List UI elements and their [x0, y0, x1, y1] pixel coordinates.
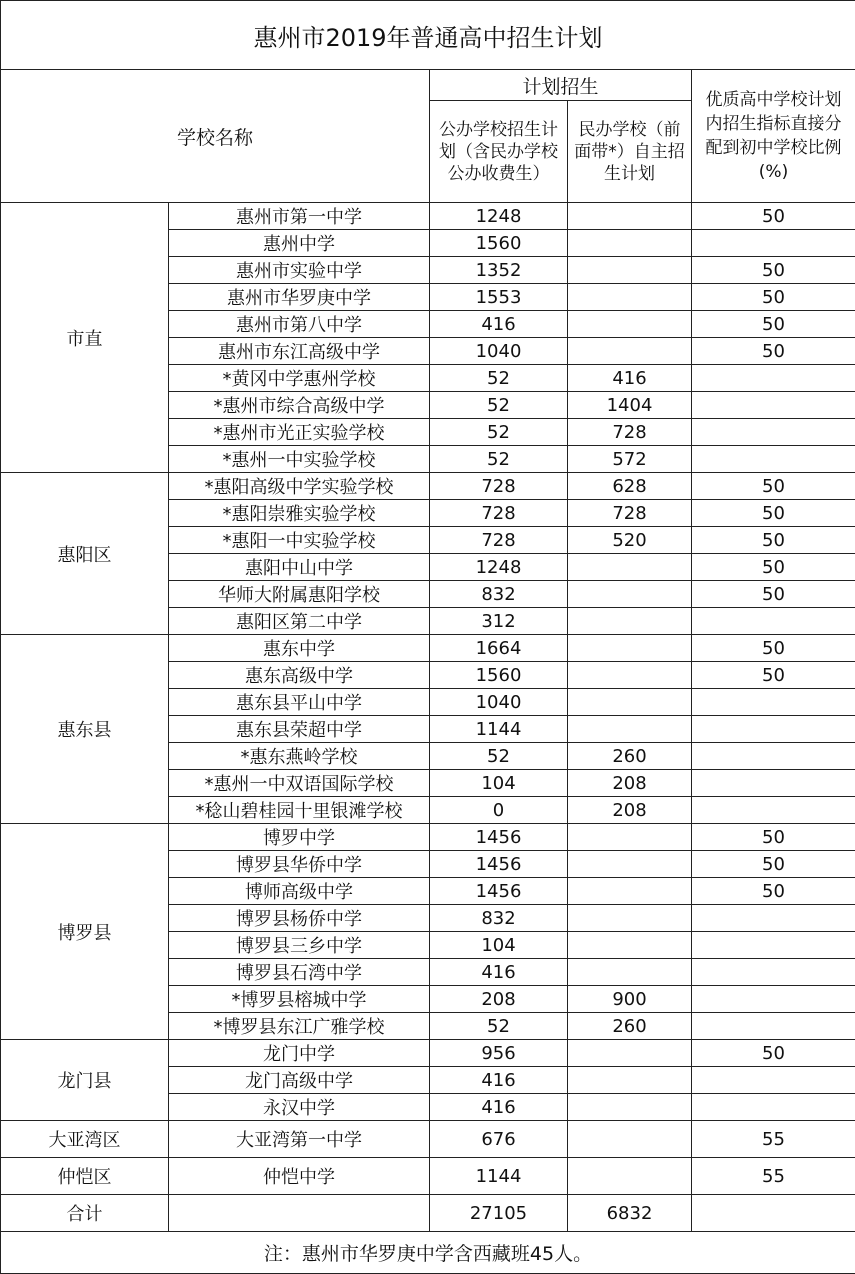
school-name: 龙门中学 — [169, 1040, 430, 1067]
public-plan-value: 1144 — [430, 716, 568, 743]
ratio-value — [692, 716, 855, 743]
school-name: 博罗县杨侨中学 — [169, 905, 430, 932]
private-plan-value — [568, 1067, 692, 1094]
school-name: 惠州市实验中学 — [169, 257, 430, 284]
ratio-value: 50 — [692, 581, 855, 608]
public-plan-value: 1352 — [430, 257, 568, 284]
public-plan-value: 1560 — [430, 662, 568, 689]
private-plan-value: 520 — [568, 527, 692, 554]
header-ratio: 优质高中学校计划内招生指标直接分配到初中学校比例(%) — [692, 70, 855, 203]
ratio-value: 50 — [692, 338, 855, 365]
school-name: *惠州一中实验学校 — [169, 446, 430, 473]
total-ratio — [692, 1195, 855, 1232]
private-plan-value: 728 — [568, 500, 692, 527]
school-name: 大亚湾第一中学 — [169, 1121, 430, 1158]
private-plan-value — [568, 608, 692, 635]
ratio-value: 50 — [692, 527, 855, 554]
private-plan-value — [568, 554, 692, 581]
ratio-value — [692, 608, 855, 635]
private-plan-value: 208 — [568, 797, 692, 824]
private-plan-value: 1404 — [568, 392, 692, 419]
ratio-value — [692, 365, 855, 392]
private-plan-value: 572 — [568, 446, 692, 473]
public-plan-value: 208 — [430, 986, 568, 1013]
ratio-value — [692, 959, 855, 986]
private-plan-value — [568, 1121, 692, 1158]
private-plan-value: 728 — [568, 419, 692, 446]
public-plan-value: 416 — [430, 1067, 568, 1094]
public-plan-value: 416 — [430, 1094, 568, 1121]
note-row — [1, 1232, 855, 1274]
table-row — [1, 635, 855, 662]
ratio-value — [692, 446, 855, 473]
school-name: 惠阳中山中学 — [169, 554, 430, 581]
private-plan-value — [568, 932, 692, 959]
district-name: 市直 — [1, 203, 169, 473]
public-plan-value: 1144 — [430, 1158, 568, 1195]
ratio-value: 50 — [692, 284, 855, 311]
ratio-value — [692, 1013, 855, 1040]
ratio-value — [692, 770, 855, 797]
school-name: *博罗县东江广雅学校 — [169, 1013, 430, 1040]
private-plan-value — [568, 905, 692, 932]
private-plan-value — [568, 662, 692, 689]
total-label: 合计 — [1, 1195, 169, 1232]
school-name: *惠阳崇雅实验学校 — [169, 500, 430, 527]
school-name: 仲恺中学 — [169, 1158, 430, 1195]
table-row — [1, 203, 855, 230]
public-plan-value: 1456 — [430, 824, 568, 851]
private-plan-value — [568, 689, 692, 716]
ratio-value — [692, 1094, 855, 1121]
private-plan-value — [568, 716, 692, 743]
public-plan-value: 104 — [430, 932, 568, 959]
total-private: 6832 — [568, 1195, 692, 1232]
school-name: 惠东县荣超中学 — [169, 716, 430, 743]
private-plan-value — [568, 284, 692, 311]
footnote: 注：惠州市华罗庚中学含西藏班45人。 — [1, 1232, 855, 1274]
school-name: 博罗县华侨中学 — [169, 851, 430, 878]
ratio-value: 55 — [692, 1158, 855, 1195]
public-plan-value: 832 — [430, 905, 568, 932]
school-name: *黄冈中学惠州学校 — [169, 365, 430, 392]
public-plan-value: 1248 — [430, 554, 568, 581]
school-name: 博罗县三乡中学 — [169, 932, 430, 959]
school-name: 华师大附属惠阳学校 — [169, 581, 430, 608]
ratio-value — [692, 1067, 855, 1094]
school-name: *惠东燕岭学校 — [169, 743, 430, 770]
private-plan-value — [568, 203, 692, 230]
district-name: 大亚湾区 — [1, 1121, 169, 1158]
ratio-value: 50 — [692, 635, 855, 662]
district-name: 惠东县 — [1, 635, 169, 824]
total-blank — [169, 1195, 430, 1232]
public-plan-value: 52 — [430, 419, 568, 446]
total-row — [1, 1195, 855, 1232]
ratio-value — [692, 905, 855, 932]
ratio-value: 50 — [692, 473, 855, 500]
table-row — [1, 1121, 855, 1158]
private-plan-value — [568, 824, 692, 851]
ratio-value — [692, 932, 855, 959]
ratio-value: 50 — [692, 1040, 855, 1067]
school-name: 惠东高级中学 — [169, 662, 430, 689]
district-name: 博罗县 — [1, 824, 169, 1040]
ratio-value — [692, 392, 855, 419]
header-plan-group: 计划招生 — [430, 70, 692, 101]
ratio-value: 50 — [692, 824, 855, 851]
school-name: 惠州市东江高级中学 — [169, 338, 430, 365]
school-name: *惠州市光正实验学校 — [169, 419, 430, 446]
school-name: 惠州中学 — [169, 230, 430, 257]
private-plan-value: 628 — [568, 473, 692, 500]
ratio-value: 50 — [692, 554, 855, 581]
ratio-value — [692, 230, 855, 257]
public-plan-value: 832 — [430, 581, 568, 608]
public-plan-value: 52 — [430, 1013, 568, 1040]
public-plan-value: 728 — [430, 473, 568, 500]
private-plan-value: 260 — [568, 1013, 692, 1040]
public-plan-value: 1040 — [430, 338, 568, 365]
public-plan-value: 1248 — [430, 203, 568, 230]
public-plan-value: 416 — [430, 959, 568, 986]
total-public: 27105 — [430, 1195, 568, 1232]
header-school-name: 学校名称 — [1, 70, 430, 203]
ratio-value: 50 — [692, 662, 855, 689]
district-name: 仲恺区 — [1, 1158, 169, 1195]
school-name: 龙门高级中学 — [169, 1067, 430, 1094]
ratio-value: 50 — [692, 203, 855, 230]
private-plan-value — [568, 581, 692, 608]
public-plan-value: 1664 — [430, 635, 568, 662]
school-name: 博罗中学 — [169, 824, 430, 851]
public-plan-value: 416 — [430, 311, 568, 338]
public-plan-value: 52 — [430, 392, 568, 419]
public-plan-value: 1456 — [430, 878, 568, 905]
ratio-value — [692, 419, 855, 446]
table-row — [1, 1040, 855, 1067]
private-plan-value — [568, 257, 692, 284]
school-name: 惠东中学 — [169, 635, 430, 662]
ratio-value — [692, 689, 855, 716]
header-public-plan: 公办学校招生计划（含民办学校公办收费生） — [430, 101, 568, 203]
private-plan-value: 900 — [568, 986, 692, 1013]
public-plan-value: 0 — [430, 797, 568, 824]
public-plan-value: 52 — [430, 365, 568, 392]
school-name: *稔山碧桂园十里银滩学校 — [169, 797, 430, 824]
public-plan-value: 956 — [430, 1040, 568, 1067]
school-name: 博师高级中学 — [169, 878, 430, 905]
school-name: 惠州市第八中学 — [169, 311, 430, 338]
ratio-value — [692, 986, 855, 1013]
public-plan-value: 1560 — [430, 230, 568, 257]
school-name: 博罗县石湾中学 — [169, 959, 430, 986]
ratio-value: 50 — [692, 257, 855, 284]
private-plan-value: 208 — [568, 770, 692, 797]
public-plan-value: 104 — [430, 770, 568, 797]
district-name: 龙门县 — [1, 1040, 169, 1121]
table-row — [1, 824, 855, 851]
ratio-value: 50 — [692, 500, 855, 527]
public-plan-value: 1553 — [430, 284, 568, 311]
private-plan-value — [568, 311, 692, 338]
public-plan-value: 728 — [430, 500, 568, 527]
ratio-value: 50 — [692, 311, 855, 338]
public-plan-value: 1040 — [430, 689, 568, 716]
public-plan-value: 312 — [430, 608, 568, 635]
private-plan-value — [568, 635, 692, 662]
private-plan-value — [568, 878, 692, 905]
public-plan-value: 52 — [430, 446, 568, 473]
public-plan-value: 52 — [430, 743, 568, 770]
private-plan-value — [568, 1040, 692, 1067]
school-name: *博罗县榕城中学 — [169, 986, 430, 1013]
public-plan-value: 1456 — [430, 851, 568, 878]
table-row — [1, 1158, 855, 1195]
private-plan-value — [568, 230, 692, 257]
school-name: 惠州市第一中学 — [169, 203, 430, 230]
ratio-value: 50 — [692, 851, 855, 878]
school-name: *惠州市综合高级中学 — [169, 392, 430, 419]
ratio-value — [692, 743, 855, 770]
header-private-plan: 民办学校（前面带*）自主招生计划 — [568, 101, 692, 203]
private-plan-value — [568, 1158, 692, 1195]
school-name: 惠阳区第二中学 — [169, 608, 430, 635]
school-name: 惠东县平山中学 — [169, 689, 430, 716]
school-name: *惠阳一中实验学校 — [169, 527, 430, 554]
school-name: *惠州一中双语国际学校 — [169, 770, 430, 797]
school-name: 惠州市华罗庚中学 — [169, 284, 430, 311]
private-plan-value — [568, 959, 692, 986]
ratio-value: 55 — [692, 1121, 855, 1158]
ratio-value — [692, 797, 855, 824]
private-plan-value — [568, 1094, 692, 1121]
public-plan-value: 728 — [430, 527, 568, 554]
private-plan-value: 260 — [568, 743, 692, 770]
private-plan-value: 416 — [568, 365, 692, 392]
public-plan-value: 676 — [430, 1121, 568, 1158]
private-plan-value — [568, 851, 692, 878]
ratio-value: 50 — [692, 878, 855, 905]
page-title: 惠州市2019年普通高中招生计划 — [1, 1, 855, 70]
private-plan-value — [568, 338, 692, 365]
school-name: *惠阳高级中学实验学校 — [169, 473, 430, 500]
table-row — [1, 473, 855, 500]
district-name: 惠阳区 — [1, 473, 169, 635]
school-name: 永汉中学 — [169, 1094, 430, 1121]
